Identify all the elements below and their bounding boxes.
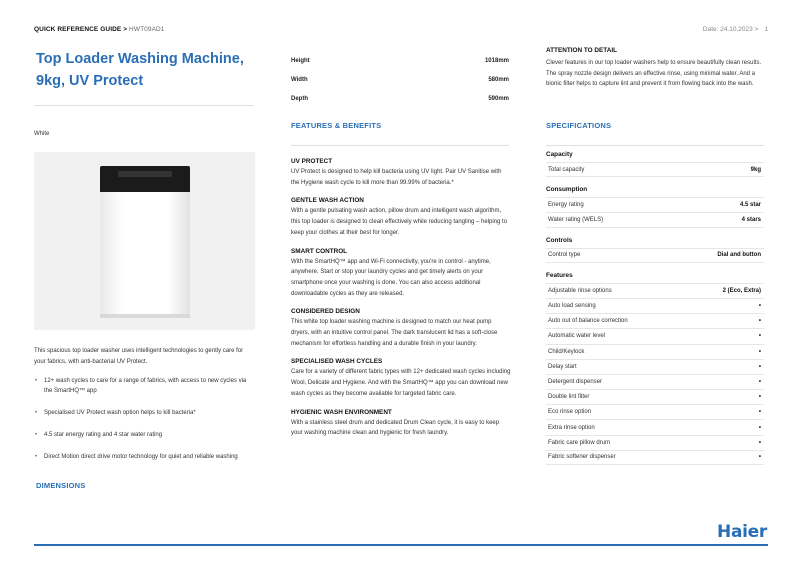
spec-row: Auto out of balance correction • <box>546 313 764 328</box>
spec-row: Water rating (WELS) 4 stars <box>546 212 764 227</box>
document-date: Date: 24.10.2023 > <box>702 26 759 33</box>
washer-lid <box>100 166 190 192</box>
spec-row: Extra rinse option • <box>546 419 764 434</box>
guide-label: QUICK REFERENCE GUIDE > <box>34 26 128 33</box>
feature-title: SMART CONTROL <box>291 247 348 255</box>
key-feature-item: • 12+ wash cycles to care for a range of fabrics, with access to new cycles via the SmartHQ™ app <box>35 378 247 394</box>
spec-row: Child/Keylock • <box>546 344 764 359</box>
document-header <box>34 26 165 33</box>
product-title-line2: 9kg, UV Protect <box>36 73 144 89</box>
footer-divider <box>34 544 768 546</box>
feature-considered-design <box>291 307 511 349</box>
spec-row: Total capacity 9kg <box>546 162 764 177</box>
feature-text: This white top loader washing machine is designed to match our heat pump dryers, with an intuitive control panel. The dark translucent lid has a soft-close mechanism for effortless handling and a durable finish in your laundry. <box>291 319 498 347</box>
product-title-line1: Top Loader Washing Machine, <box>36 51 244 67</box>
bullet-icon: • <box>35 378 38 384</box>
spec-group-controls <box>546 235 764 263</box>
spec-row: Auto load sensing • <box>546 298 764 313</box>
feature-title: GENTLE WASH ACTION <box>291 197 364 205</box>
dimensions-heading: DIMENSIONS <box>36 481 86 490</box>
dimension-row-depth: Depth 590mm <box>291 96 509 102</box>
specifications-table <box>546 149 764 472</box>
spec-row: Fabric softener dispenser • <box>546 450 764 465</box>
dimension-row-height: Height 1018mm <box>291 58 509 64</box>
attention-text: Clever features in our top loader washers help to ensure beautifully clean results. The spray nozzle design delivers an effective rinse, using minimal water. And a bionic filter helps to capture lint and prevent it from flowing back into the wash. <box>546 60 762 88</box>
washer-control-panel <box>118 171 172 177</box>
feature-title: HYGIENIC WASH ENVIRONMENT <box>291 408 392 416</box>
spec-group-consumption <box>546 184 764 227</box>
key-feature-item: • Direct Motion direct drive motor technology for quiet and reliable washing <box>35 454 238 460</box>
page-number: 1 <box>764 26 768 33</box>
feature-title: CONSIDERED DESIGN <box>291 308 360 316</box>
feature-text: With the SmartHQ™ app and Wi-Fi connectivity, you're in control - anytime, anywhere. Start or stop your laundry cycles and get timely alerts on your smartphone once your washing is done. You can also access additional downloadable cycles as they are released. <box>291 258 491 297</box>
spec-row: Fabric care pillow drum • <box>546 435 764 450</box>
feature-text: With a stainless steel drum and dedicated Drum Clean cycle, it is easy to keep your washing machine clean and hygienic for fresh laundry. <box>291 419 500 437</box>
key-feature-item: • 4.5 star energy rating and 4 star water rating <box>35 432 163 438</box>
bullet-icon: • <box>35 454 38 460</box>
spec-group-title: Features <box>546 271 573 279</box>
features-list <box>291 157 511 447</box>
feature-title: UV PROTECT <box>291 158 333 165</box>
haier-logo: Haier <box>717 522 767 542</box>
feature-text: Care for a variety of different fabric types with 12+ dedicated wash cycles including Wool, Delicate and Hygiene. And with the SmartHQ™ app you can download new wash cycles as they become available for targeted fabric care. <box>291 369 511 397</box>
attention-to-detail <box>546 46 768 90</box>
header-date-block <box>703 26 768 33</box>
spec-row: Automatic water level • <box>546 328 764 343</box>
product-title <box>36 48 256 92</box>
spec-row: Eco rinse option • <box>546 404 764 419</box>
feature-title: SPECIALISED WASH CYCLES <box>291 358 383 366</box>
attention-title: ATTENTION TO DETAIL <box>546 47 618 54</box>
washing-machine-illustration <box>100 166 190 318</box>
feature-uv-protect <box>291 157 511 188</box>
specifications-heading: SPECIFICATIONS <box>546 121 612 130</box>
specifications-divider <box>546 145 764 146</box>
spec-group-title: Consumption <box>546 186 588 194</box>
product-color: White <box>34 131 50 137</box>
product-intro: This spacious top loader washer uses intelligent technologies to gently care for your fabrics, with anti-bacterial UV Protect. <box>34 348 244 365</box>
feature-smart-control <box>291 247 511 300</box>
title-divider <box>34 105 254 106</box>
dimension-row-width: Width 580mm <box>291 77 509 83</box>
bullet-icon: • <box>35 410 38 416</box>
spec-group-features <box>546 270 764 465</box>
spec-row: Control type Dial and button <box>546 248 764 263</box>
feature-gentle-wash <box>291 196 511 238</box>
spec-row: Adjustable rinse options 2 (Eco, Extra) <box>546 283 764 298</box>
features-heading: FEATURES & BENEFITS <box>291 121 382 130</box>
product-image <box>34 152 255 330</box>
dimensions-table <box>291 58 509 115</box>
key-features-list <box>34 376 256 466</box>
spec-row: Double lint filter • <box>546 389 764 404</box>
feature-wash-cycles <box>291 357 511 399</box>
spec-group-title: Controls <box>546 236 573 244</box>
model-code: HWT09AD1 <box>129 26 165 33</box>
spec-row: Energy rating 4.5 star <box>546 197 764 212</box>
spec-group-title: Capacity <box>546 151 573 158</box>
feature-text: With a gentle pulsating wash action, pillow drum and intelligent wash algorithm, this top loader is designed to clean effectively while reducing tangling – helping to keep your clothes at their best for longer. <box>291 208 508 236</box>
spec-group-capacity <box>546 149 764 177</box>
feature-hygienic-wash <box>291 408 511 439</box>
washer-base <box>100 314 190 318</box>
features-divider <box>291 145 509 146</box>
spec-row: Delay start • <box>546 359 764 374</box>
bullet-icon: • <box>35 432 38 438</box>
spec-row: Detergent dispenser • <box>546 374 764 389</box>
feature-text: UV Protect is designed to help kill bacteria using UV light. Pair UV Sanitise with the Hygiene wash cycle to kill more than 99.99% of bacteria.* <box>291 169 502 186</box>
key-feature-item: • Specialised UV Protect wash option helps to kill bacteria* <box>35 410 196 416</box>
